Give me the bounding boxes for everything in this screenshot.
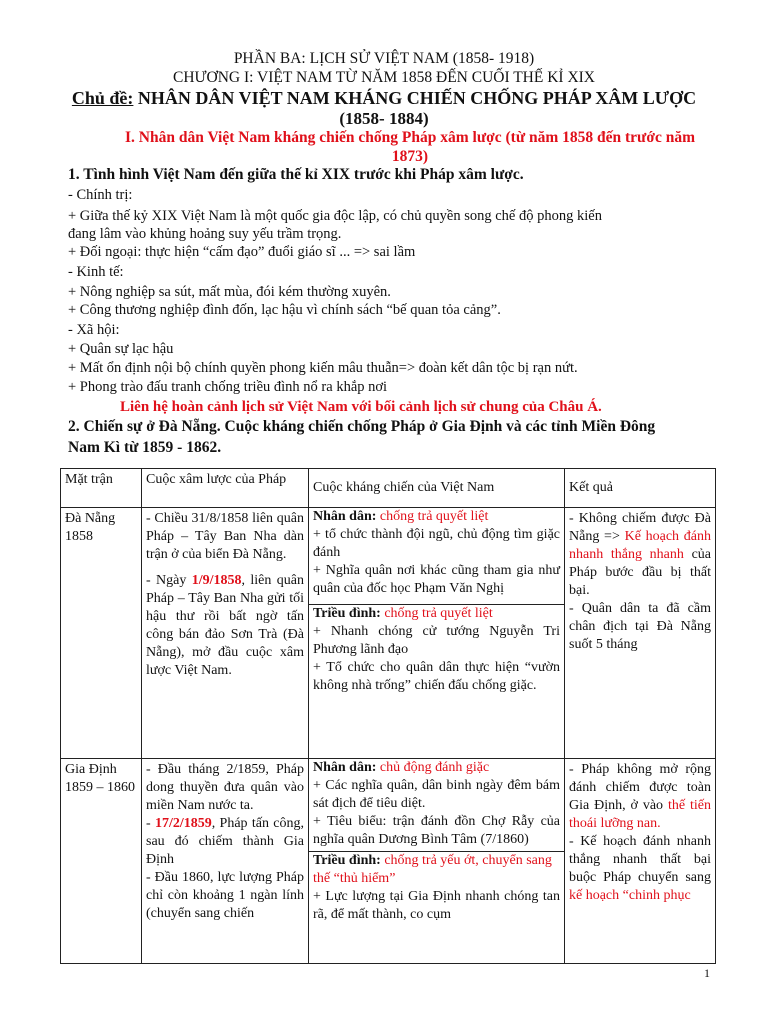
invasion-text: - Chiều 31/8/1858 liên quân Pháp – Tây Ban Nha dàn trận ở của biển Đà Nẵng.	[146, 511, 304, 562]
invasion-text	[146, 572, 304, 680]
text-line: - Xã hội:	[68, 322, 120, 338]
text-line: + Mất ổn định nội bộ chính quyền phong kiến mâu thuẫn=> đoàn kết dân tộc bị rạn nứt.	[68, 360, 578, 376]
topic-years: (1858- 1884)	[339, 109, 429, 128]
result-cell	[565, 759, 716, 964]
result-text	[569, 761, 711, 833]
invasion-text: - Đầu tháng 2/1859, Pháp dong thuyền đưa quân vào miền Nam nước ta.	[146, 762, 304, 813]
header-result: Kết quả	[565, 469, 716, 508]
highlight: kế hoạch “chinh phục	[569, 888, 691, 903]
court-label: Triều đình:	[313, 853, 381, 868]
highlight: thế tiến thoái lưỡng nan.	[569, 798, 711, 831]
text-line: + Công thương nghiệp đình đốn, lạc hậu vì chính sách “bế quan tỏa cảng”.	[68, 302, 501, 318]
people-line: + tổ chức thành đội ngũ, chủ động tìm giặc đánh	[313, 527, 560, 560]
court-line: + Nhanh chóng cử tướng Nguyễn Tri Phương lãnh đạo	[313, 624, 560, 657]
topic-label: Chủ đề:	[71, 88, 134, 108]
invasion-text: - Đầu 1860, lực lượng Pháp chỉ còn khoảng 1 ngàn lính (chuyển sang chiến	[146, 870, 304, 921]
text-line: đang lâm vào khủng hoảng suy yếu trầm trọng.	[68, 226, 342, 242]
people-value: chủ động đánh giặc	[376, 760, 490, 775]
subsection-1-heading: 1. Tình hình Việt Nam đến giữa thế kỉ XIX trước khi Pháp xâm lược.	[68, 166, 524, 183]
court-block	[313, 605, 560, 695]
text: , liên quân Pháp – Tây Ban Nha gửi tối hậu thư rồi bất ngờ tấn công bán đảo Sơn Trà (Đà Nẵng), mở đầu cuộc xâm lược Việt Nam.	[146, 573, 304, 678]
text-line: + Đối ngoại: thực hiện “cấm đạo” đuổi giáo sĩ ... => sai lầm	[68, 244, 416, 260]
table-row	[61, 508, 716, 759]
people-heading	[313, 508, 560, 526]
header-front: Mặt trận	[61, 469, 142, 508]
text: của Pháp bước đầu bị thất bại.	[569, 547, 711, 598]
resistance-cell	[309, 759, 565, 964]
front-cell: Gia Định 1859 – 1860	[61, 759, 142, 964]
section-1-title: I. Nhân dân Việt Nam kháng chiến chống Pháp xâm lược (từ năm 1858 đến trước năm 1873)	[125, 129, 695, 165]
header-invasion: Cuộc xâm lược của Pháp	[142, 469, 309, 508]
court-value: chống trả yếu ớt, chuyển sang thế “thủ hiểm”	[313, 853, 552, 886]
text-line: + Quân sự lạc hậu	[68, 341, 174, 357]
people-value: chống trả quyết liệt	[376, 509, 489, 524]
text-line: - Chính trị:	[68, 187, 133, 203]
part-title: PHẦN BA: LỊCH SỬ VIỆT NAM (1858- 1918)	[233, 50, 535, 67]
text-line: - Kinh tế:	[68, 264, 124, 280]
people-line: + Các nghĩa quân, dân binh ngày đêm bám sát địch để tiêu diệt.	[313, 778, 560, 811]
court-block	[313, 852, 560, 924]
front-cell: Đà Nẵng 1858	[61, 508, 142, 759]
result-text: - Quân dân ta đã cầm chân địch tại Đà Nẵng suốt 5 tháng	[569, 601, 711, 652]
highlight: Kế hoạch đánh nhanh thắng nhanh	[569, 529, 711, 562]
invasion-cell	[142, 759, 309, 964]
subsection-2-heading-cont: Nam Kì từ 1859 - 1862.	[68, 439, 222, 456]
invasion-cell	[142, 508, 309, 759]
people-block	[309, 759, 564, 852]
topic-title	[0, 88, 768, 109]
people-label: Nhân dân:	[313, 760, 377, 775]
date-highlight: 1/9/1858	[191, 573, 242, 588]
context-note: Liên hệ hoàn cảnh lịch sử Việt Nam với bối cảnh lịch sử chung của Châu Á.	[120, 399, 602, 415]
date-highlight: 17/2/1859	[154, 816, 212, 831]
text-line: + Giữa thế kỷ XIX Việt Nam là một quốc gia độc lập, có chủ quyền song chế độ phong kiến	[68, 208, 602, 224]
chapter-title: CHƯƠNG I: VIỆT NAM TỪ NĂM 1858 ĐẾN CUỐI THẾ KỈ XIX	[172, 69, 595, 86]
subsection-2-heading: 2. Chiến sự ở Đà Nẵng. Cuộc kháng chiến chống Pháp ở Gia Định và các tỉnh Miền Đông	[68, 418, 656, 435]
text: - Ngày	[146, 573, 192, 588]
invasion-text: - 17/2/1859, Pháp tấn công, sau đó chiếm thành Gia Định	[146, 816, 304, 867]
people-line: + Tiêu biểu: trận đánh đồn Chợ Rẫy của nghĩa quân Dương Bình Tâm (7/1860)	[313, 814, 560, 847]
text: - Không chiếm được Đà Nẵng =>	[569, 511, 711, 544]
campaign-table	[60, 468, 716, 964]
court-label: Triều đình:	[313, 606, 381, 621]
page-number: 1	[704, 966, 710, 980]
people-heading	[313, 759, 560, 777]
table-header-row	[61, 469, 716, 508]
result-text	[569, 510, 711, 600]
text-line: + Phong trào đấu tranh chống triều đình nổ ra khắp nơi	[68, 379, 388, 395]
result-cell	[565, 508, 716, 759]
people-label: Nhân dân:	[313, 509, 377, 524]
court-heading	[313, 605, 560, 623]
result-text	[569, 833, 711, 905]
court-line: + Lực lượng tại Gia Định nhanh chóng tan rã, để mất thành, co cụm	[313, 889, 560, 922]
text: - Pháp không mở rộng đánh chiếm được toàn Gia Định, ở vào	[569, 762, 711, 813]
topic-text: NHÂN DÂN VIỆT NAM KHÁNG CHIẾN CHỐNG PHÁP XÂM LƯỢC	[133, 88, 697, 108]
table-row	[61, 759, 716, 964]
people-line: + Nghĩa quân nơi khác cũng tham gia như quân của đốc học Phạm Văn Nghị	[313, 563, 560, 596]
header-resistance: Cuộc kháng chiến của Việt Nam	[309, 469, 565, 508]
court-heading	[313, 852, 560, 888]
people-block	[309, 508, 564, 605]
text: , Pháp tấn công, sau đó chiếm thành Gia Định	[146, 816, 304, 867]
text-line: + Nông nghiệp sa sút, mất mùa, đói kém thường xuyên.	[68, 284, 391, 300]
court-value: chống trả quyết liệt	[380, 606, 493, 621]
court-line: + Tổ chức cho quân dân thực hiện “vườn không nhà trống” chiến đấu chống giặc.	[313, 660, 560, 693]
resistance-cell	[309, 508, 565, 759]
text: - Kế hoạch đánh nhanh thắng nhanh thất bại buộc Pháp chuyển sang	[569, 834, 711, 885]
